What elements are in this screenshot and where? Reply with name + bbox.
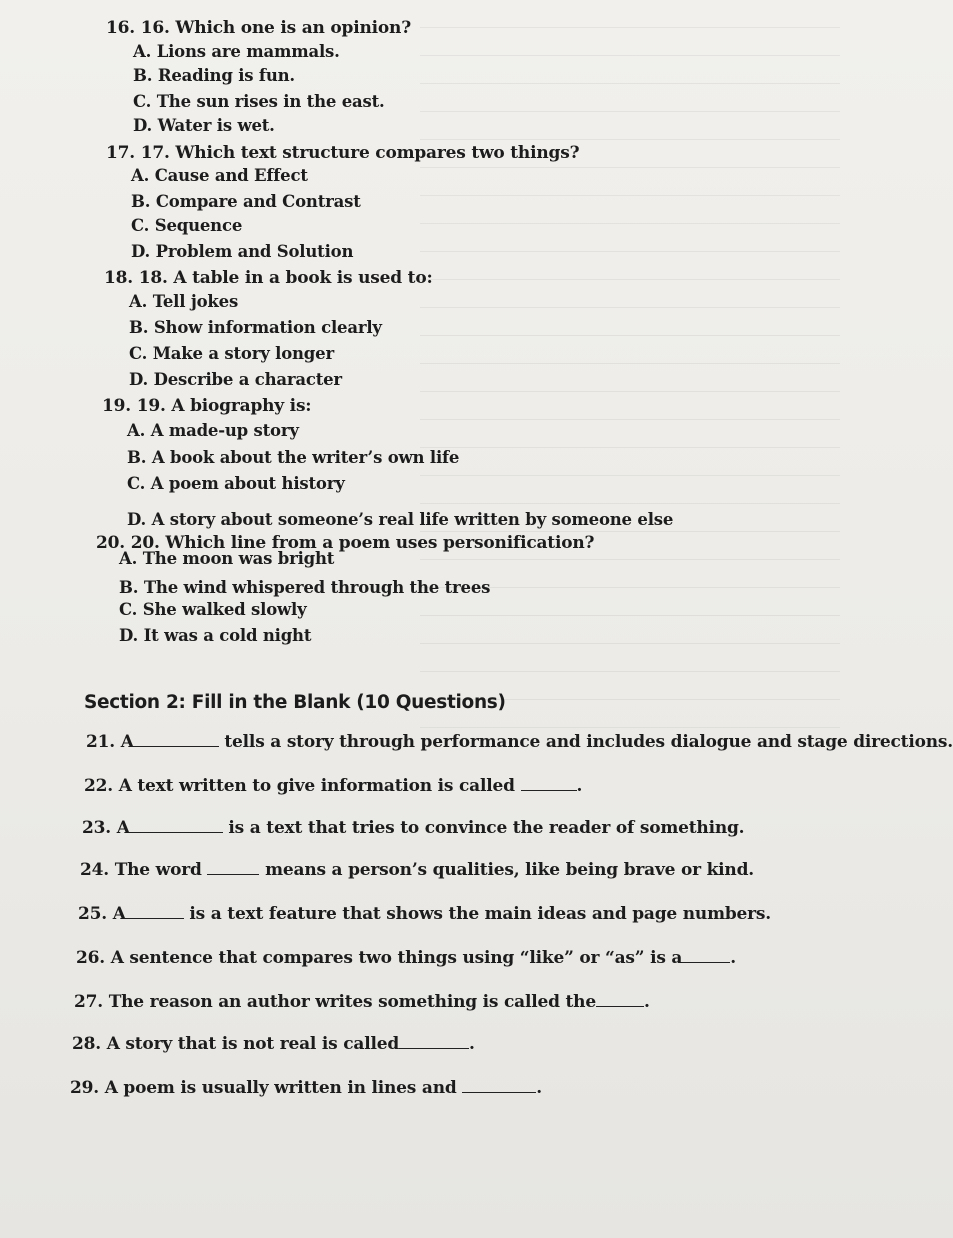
- question-27: [74, 992, 650, 1012]
- bleed-through-lines: [420, 0, 840, 720]
- q16-option-a: A. Lions are mammals.: [133, 42, 340, 61]
- q24-blank[interactable]: [207, 860, 259, 875]
- q27-text-after: .: [643, 992, 650, 1012]
- q19-option-c: C. A poem about history: [127, 474, 345, 493]
- q24-text-after: means a person’s qualities, like being brave or kind.: [265, 860, 754, 880]
- q22-blank[interactable]: [521, 776, 577, 791]
- q29-text-before: 29. A poem is usually written in lines and: [70, 1078, 457, 1098]
- question-20: 20. 20. Which line from a poem uses personification?: [96, 533, 595, 553]
- q19-option-b: B. A book about the writer’s own life: [127, 448, 460, 467]
- q21-text-before: 21. A: [86, 732, 134, 752]
- q18-option-a: A. Tell jokes: [129, 292, 239, 311]
- q27-text-before: 27. The reason an author writes something is called the: [74, 992, 596, 1012]
- question-23: [82, 818, 744, 838]
- q28-blank[interactable]: [399, 1034, 469, 1049]
- q17-option-b: B. Compare and Contrast: [131, 192, 361, 211]
- question-28: [72, 1034, 475, 1054]
- question-17: 17. 17. Which text structure compares two things?: [106, 143, 580, 163]
- q20-option-d: D. It was a cold night: [119, 626, 312, 645]
- q22-text-before: 22. A text written to give information is called: [84, 776, 515, 796]
- q18-option-b: B. Show information clearly: [129, 318, 382, 337]
- question-26: [76, 948, 736, 968]
- question-18: 18. 18. A table in a book is used to:: [104, 268, 433, 288]
- question-29: [70, 1078, 542, 1098]
- q26-text-before: 26. A sentence that compares two things using “like” or “as” is a: [76, 948, 683, 968]
- q29-blank[interactable]: [462, 1078, 536, 1093]
- q20-option-c: C. She walked slowly: [119, 600, 307, 619]
- q21-blank[interactable]: [134, 732, 219, 747]
- q27-blank[interactable]: [596, 992, 644, 1007]
- section-2-title: Section 2: Fill in the Blank (10 Questions): [84, 692, 506, 713]
- q26-text-after: .: [730, 948, 736, 968]
- q19-option-d: D. A story about someone’s real life written by someone else: [127, 510, 674, 529]
- q25-blank[interactable]: [126, 904, 184, 919]
- q18-option-d: D. Describe a character: [129, 370, 342, 389]
- q17-option-c: C. Sequence: [131, 216, 243, 235]
- q16-option-d: D. Water is wet.: [133, 116, 275, 135]
- q28-text-before: 28. A story that is not real is called: [72, 1034, 400, 1054]
- question-25: [78, 904, 771, 924]
- question-19: 19. 19. A biography is:: [102, 396, 312, 416]
- question-21: [86, 732, 953, 752]
- q23-text-after: is a text that tries to convince the reader of something.: [228, 818, 745, 838]
- question-24: [80, 860, 754, 880]
- q29-text-after: .: [536, 1078, 542, 1098]
- q16-option-b: B. Reading is fun.: [133, 66, 295, 85]
- q21-text-after: tells a story through performance and includes dialogue and stage directions.: [224, 732, 953, 752]
- q17-option-a: A. Cause and Effect: [131, 166, 308, 185]
- q17-option-d: D. Problem and Solution: [131, 242, 354, 261]
- q23-blank[interactable]: [130, 818, 223, 833]
- question-22: [84, 776, 582, 796]
- q20-option-a: A. The moon was bright: [119, 549, 335, 568]
- q24-text-before: 24. The word: [80, 860, 202, 880]
- q23-text-before: 23. A: [82, 818, 130, 838]
- q19-option-a: A. A made-up story: [127, 421, 299, 440]
- q25-text-before: 25. A: [78, 904, 126, 924]
- q18-option-c: C. Make a story longer: [129, 344, 334, 363]
- question-16: 16. 16. Which one is an opinion?: [106, 18, 411, 38]
- q16-option-c: C. The sun rises in the east.: [133, 92, 385, 111]
- q26-blank[interactable]: [682, 948, 730, 963]
- q25-text-after: is a text feature that shows the main ideas and page numbers.: [189, 904, 772, 924]
- q28-text-after: .: [469, 1034, 475, 1054]
- q20-option-b: B. The wind whispered through the trees: [119, 578, 491, 597]
- q22-text-after: .: [576, 776, 583, 796]
